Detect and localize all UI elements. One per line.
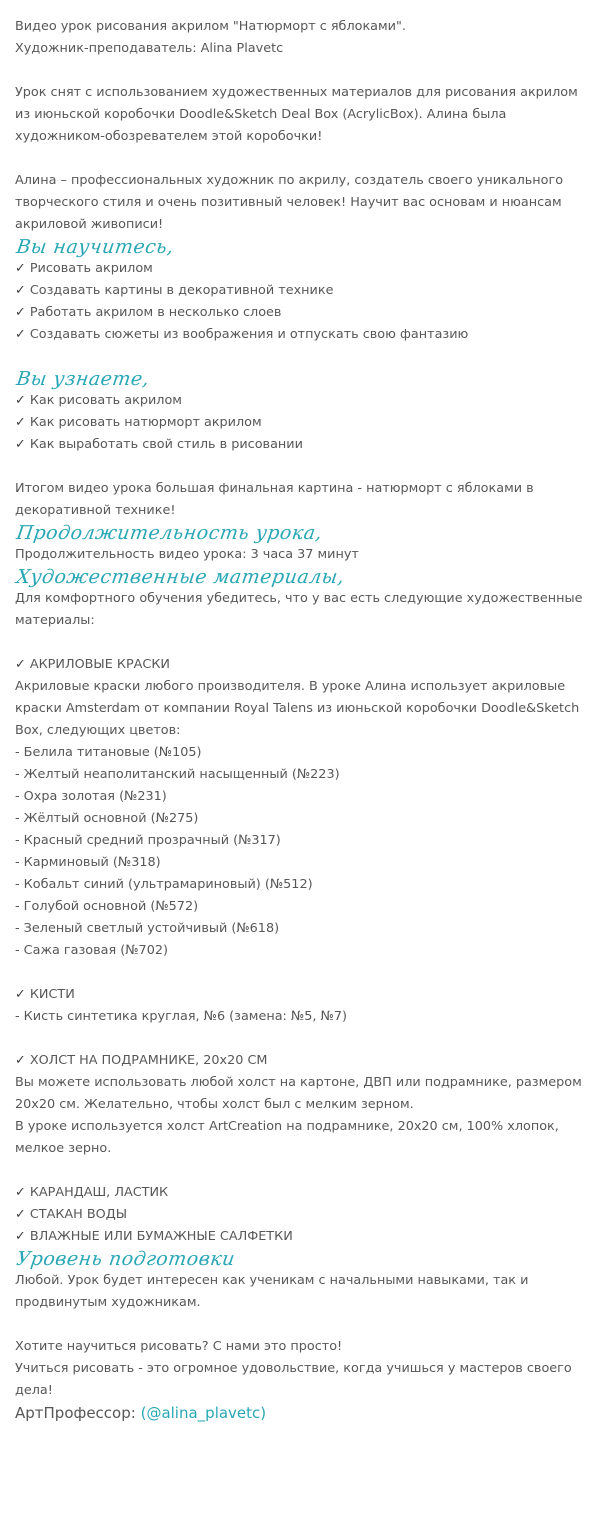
check-icon: ✓ (15, 1185, 26, 1200)
heading-materials: Художественные материалы, (15, 566, 346, 588)
material-title: ✓ ВЛАЖНЫЕ ИЛИ БУМАЖНЫЕ САЛФЕТКИ (15, 1229, 293, 1244)
text-line: Вы можете использовать любой холст на картоне, ДВП или подрамнике, размером (15, 1075, 582, 1090)
materials-brushes (15, 984, 580, 1028)
heading-you-will-know: Вы узнаете, (15, 368, 151, 390)
paragraph-result (15, 478, 580, 522)
check-icon: ✓ (15, 1207, 26, 1222)
check-icon: ✓ (15, 657, 26, 672)
paragraph-materials-box (15, 82, 580, 148)
intro-title: Видео урок рисования акрилом "Натюрморт с яблоками". (15, 19, 406, 34)
color-item: - Белила титановые (№105) (15, 745, 202, 760)
list-item: ✓ Создавать картины в декоративной технике (15, 283, 334, 298)
text-line: - Кисть синтетика круглая, №6 (замена: №5, №7) (15, 1009, 347, 1024)
materials-extras (15, 1182, 580, 1248)
material-title: ✓ КИСТИ (15, 987, 75, 1002)
color-item: - Жёлтый основной (№275) (15, 811, 199, 826)
duration-text: Продолжительность видео урока: 3 часа 37 минут (15, 547, 359, 562)
color-item: - Охра золотая (№231) (15, 789, 167, 804)
text-line: Хотите научиться рисовать? С нами это просто! (15, 1339, 343, 1354)
learn-list (15, 258, 580, 346)
list-item: ✓ Как рисовать акрилом (15, 393, 182, 408)
text-line: творческого стиля и очень позитивный человек! Научит вас основам и нюансам (15, 195, 562, 210)
text-line: продвинутым художникам. (15, 1295, 201, 1310)
material-title: ✓ СТАКАН ВОДЫ (15, 1207, 127, 1222)
paragraph-about-artist (15, 170, 580, 236)
level-text (15, 1270, 580, 1314)
materials-intro (15, 588, 583, 632)
color-item: - Желтый неаполитанский насыщенный (№223) (15, 767, 340, 782)
text-line: акриловой живописи! (15, 217, 164, 232)
text-line: из июньской коробочки Doodle&Sketch Deal Box (AcrylicBox). Алина была (15, 107, 507, 122)
color-item: - Сажа газовая (№702) (15, 943, 168, 958)
list-item: ✓ Как рисовать натюрморт акрилом (15, 415, 262, 430)
footer-credit (15, 1402, 580, 1424)
materials-paints (15, 654, 580, 962)
color-item: - Голубой основной (№572) (15, 899, 199, 914)
text-line: Итогом видео урока большая финальная картина - натюрморт с яблоками в (15, 481, 534, 496)
heading-level: Уровень подготовки (15, 1248, 237, 1270)
text-line: 20х20 см. Желательно, чтобы холст был с мелким зерном. (15, 1097, 414, 1112)
check-icon: ✓ (15, 1053, 26, 1068)
check-icon: ✓ (15, 327, 26, 342)
check-icon: ✓ (15, 283, 26, 298)
list-item: ✓ Создавать сюжеты из воображения и отпускать свою фантазию (15, 327, 469, 342)
text-line: мелкое зерно. (15, 1141, 112, 1156)
text-line: краски Amsterdam от компании Royal Talens из июньской коробочки Doodle&Sketch (15, 701, 580, 716)
know-list (15, 390, 580, 456)
text-line: художником-обозревателем этой коробочки! (15, 129, 323, 144)
text-line: В уроке используется холст ArtCreation на подрамнике, 20х20 см, 100% хлопок, (15, 1119, 559, 1134)
materials-canvas (15, 1050, 580, 1160)
check-icon: ✓ (15, 261, 26, 276)
instagram-link[interactable]: (@alina_plavetc) (140, 1404, 267, 1422)
check-icon: ✓ (15, 987, 26, 1002)
color-item: - Карминовый (№318) (15, 855, 161, 870)
text-line: материалы: (15, 613, 95, 628)
list-item: ✓ Рисовать акрилом (15, 261, 153, 276)
text-line: декоративной технике! (15, 503, 176, 518)
material-title: ✓ АКРИЛОВЫЕ КРАСКИ (15, 657, 171, 672)
text-line: дела! (15, 1383, 53, 1398)
color-item: - Красный средний прозрачный (№317) (15, 833, 281, 848)
color-item: - Кобальт синий (ультрамариновый) (№512) (15, 877, 313, 892)
heading-duration: Продолжительность урока, (15, 522, 324, 544)
check-icon: ✓ (15, 305, 26, 320)
heading-you-will-learn: Вы научитесь, (15, 236, 176, 258)
text-line: Box, следующих цветов: (15, 723, 181, 738)
material-title: ✓ КАРАНДАШ, ЛАСТИК (15, 1185, 169, 1200)
text-line: Для комфортного обучения убедитесь, что у вас есть следующие художественные (15, 591, 583, 606)
text-line: Акриловые краски любого производителя. В уроке Алина использует акриловые (15, 679, 566, 694)
text-line: Любой. Урок будет интересен как ученикам с начальными навыками, так и (15, 1273, 529, 1288)
material-title: ✓ ХОЛСТ НА ПОДРАМНИКЕ, 20х20 СМ (15, 1053, 268, 1068)
check-icon: ✓ (15, 1229, 26, 1244)
check-icon: ✓ (15, 415, 26, 430)
color-item: - Зеленый светлый устойчивый (№618) (15, 921, 280, 936)
footer-label: АртПрофессор: (15, 1404, 136, 1422)
list-item: ✓ Работать акрилом в несколько слоев (15, 305, 282, 320)
text-line: Алина – профессиональных художник по акрилу, создатель своего уникального (15, 173, 564, 188)
check-icon: ✓ (15, 437, 26, 452)
check-icon: ✓ (15, 393, 26, 408)
lesson-description (15, 16, 583, 1424)
list-item: ✓ Как выработать свой стиль в рисовании (15, 437, 303, 452)
text-line: Учиться рисовать - это огромное удовольствие, когда учишься у мастеров своего (15, 1361, 572, 1376)
intro (15, 16, 580, 60)
text-line: Урок снят с использованием художественных материалов для рисования акрилом (15, 85, 578, 100)
intro-teacher: Художник-преподаватель: Alina Plavetc (15, 41, 284, 56)
closing-text (15, 1336, 580, 1402)
